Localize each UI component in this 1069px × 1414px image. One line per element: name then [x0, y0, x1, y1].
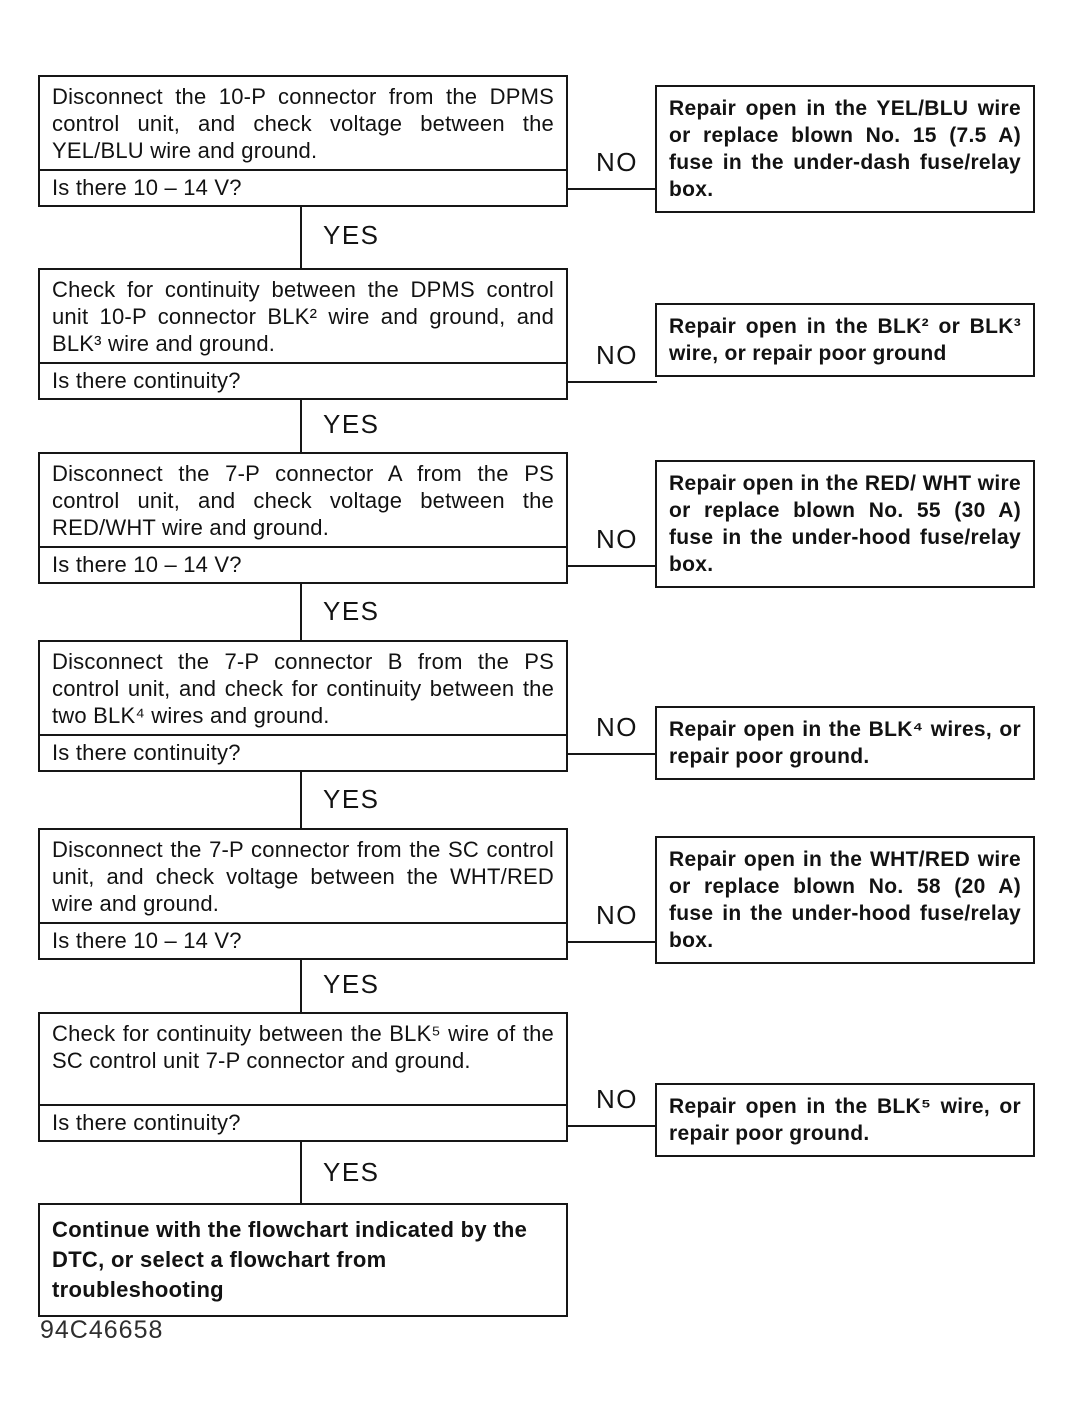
yes-connector-line	[300, 580, 302, 642]
no-label: NO	[593, 148, 641, 176]
step-question: Is there 10 – 14 V?	[52, 928, 242, 953]
step-statement: Check for continuity between the DPMS control unit 10-P connector BLK² wire and ground, and BLK³ wire and ground.	[40, 270, 566, 364]
step-box	[38, 452, 568, 584]
no-connector-line	[565, 753, 657, 755]
step-question: Is there continuity?	[52, 368, 241, 393]
no-label: NO	[593, 1085, 641, 1113]
yes-connector-line	[300, 768, 302, 830]
step-question: Is there continuity?	[52, 1110, 241, 1135]
yes-label: YES	[320, 410, 383, 438]
no-action-box: Repair open in the WHT/RED wire or replace blown No. 58 (20 A) fuse in the under-hood fuse/relay box.	[655, 836, 1035, 964]
no-action-box: Repair open in the BLK⁴ wires, or repair poor ground.	[655, 706, 1035, 780]
no-label: NO	[593, 901, 641, 929]
final-instruction-box: Continue with the flowchart indicated by the DTC, or select a flowchart from troubleshooting	[38, 1203, 568, 1317]
step-question: Is there continuity?	[52, 740, 241, 765]
step-statement: Disconnect the 7-P connector from the SC control unit, and check voltage between the WHT/RED wire and ground.	[40, 830, 566, 924]
no-action-box: Repair open in the YEL/BLU wire or replace blown No. 15 (7.5 A) fuse in the under-dash fuse/relay box.	[655, 85, 1035, 213]
step-box	[38, 828, 568, 960]
yes-connector-line	[300, 396, 302, 454]
yes-label: YES	[320, 1158, 383, 1186]
no-connector-line	[565, 565, 657, 567]
step-statement: Disconnect the 7-P connector A from the PS control unit, and check voltage between the RED/WHT wire and ground.	[40, 454, 566, 548]
step-question: Is there 10 – 14 V?	[52, 175, 242, 200]
step-box	[38, 75, 568, 207]
no-connector-line	[565, 188, 657, 190]
figure-code: 94C46658	[40, 1316, 164, 1344]
yes-label: YES	[320, 785, 383, 813]
no-action-box: Repair open in the BLK² or BLK³ wire, or repair poor ground	[655, 303, 1035, 377]
step-box	[38, 640, 568, 772]
no-label: NO	[593, 525, 641, 553]
step-statement: Disconnect the 10-P connector from the DPMS control unit, and check voltage between the YEL/BLU wire and ground.	[40, 77, 566, 171]
no-connector-line	[565, 381, 657, 383]
no-action-box: Repair open in the RED/ WHT wire or replace blown No. 55 (30 A) fuse in the under-hood fuse/relay box.	[655, 460, 1035, 588]
no-label: NO	[593, 713, 641, 741]
no-action-box: Repair open in the BLK⁵ wire, or repair poor ground.	[655, 1083, 1035, 1157]
step-statement: Check for continuity between the BLK⁵ wire of the SC control unit 7-P connector and ground.	[40, 1014, 566, 1106]
no-connector-line	[565, 941, 657, 943]
step-box	[38, 1012, 568, 1142]
yes-connector-line	[300, 1140, 302, 1205]
yes-label: YES	[320, 597, 383, 625]
yes-connector-line	[300, 203, 302, 270]
yes-connector-line	[300, 956, 302, 1014]
step-box	[38, 268, 568, 400]
step-statement: Disconnect the 7-P connector B from the PS control unit, and check for continuity between the two BLK⁴ wires and ground.	[40, 642, 566, 736]
yes-label: YES	[320, 970, 383, 998]
no-connector-line	[565, 1125, 657, 1127]
no-label: NO	[593, 341, 641, 369]
yes-label: YES	[320, 221, 383, 249]
step-question: Is there 10 – 14 V?	[52, 552, 242, 577]
